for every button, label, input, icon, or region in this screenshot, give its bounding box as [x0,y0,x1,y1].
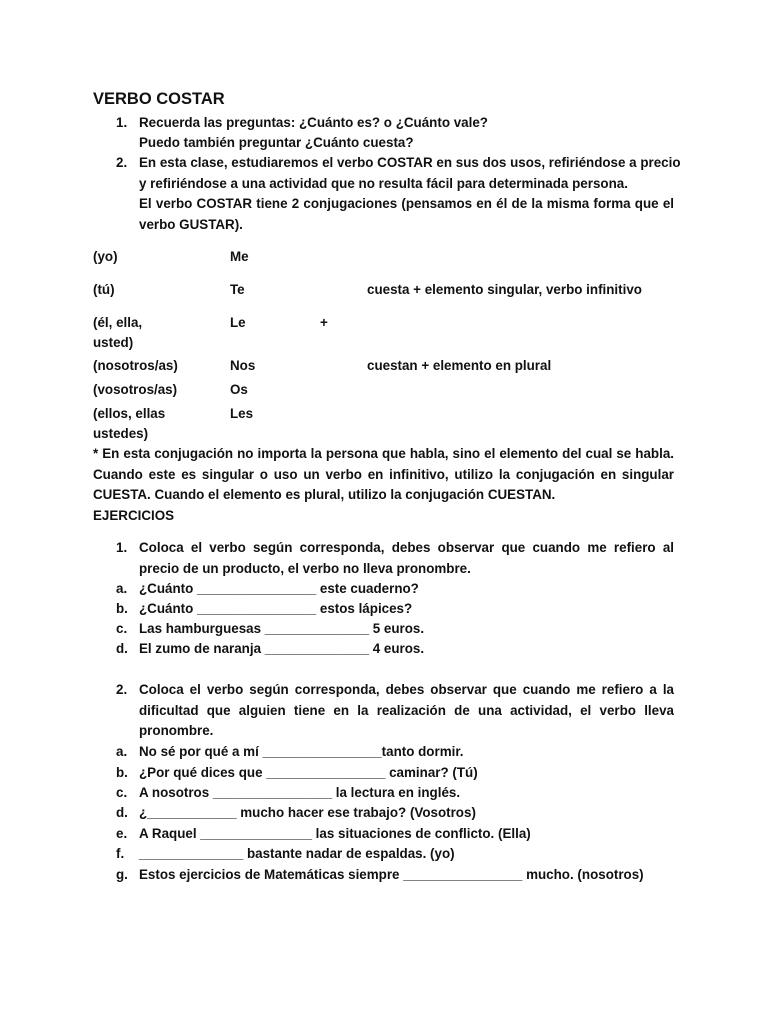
exercise-1d: El zumo de naranja ______________ 4 euros. [139,641,425,656]
person-yo: (yo) [93,249,118,264]
exercise-2b: ¿Por qué dices que ________________ caminar? (Tú) [139,765,478,780]
person-ellos: (ellos, ellas [93,406,166,421]
pronoun-le: Le [230,315,246,330]
exercise-2a: No sé por qué a mí ________________tanto dormir. [139,744,464,759]
exercise-1b-letter: b. [116,601,128,616]
exercise-1-marker: 1. [116,540,128,555]
exercise-2f: ______________ bastante nadar de espaldas. (yo) [139,846,455,861]
exercise-1a: ¿Cuánto ________________ este cuaderno? [139,581,419,596]
exercise-2e: A Raquel _______________ las situaciones de conflicto. (Ella) [139,826,531,841]
exercise-1-instruction: Coloca el verbo según corresponda, debes observar que cuando me refiero al precio de un producto, el verbo no lleva pronombre. [139,540,674,576]
exercise-2g: Estos ejercicios de Matemáticas siempre ________________ mucho. (nosotros) [139,867,644,882]
pronoun-te: Te [230,282,245,297]
exercise-1b: ¿Cuánto ________________ estos lápices? [139,601,413,616]
plural-rule: cuestan + elemento en plural [367,358,552,373]
exercise-2d-letter: d. [116,805,128,820]
person-usted: usted) [93,335,134,350]
singular-rule: cuesta + elemento singular, verbo infinitivo [367,282,642,297]
pronoun-les: Les [230,406,254,421]
exercise-2c: A nosotros ________________ la lectura en inglés. [139,785,461,800]
exercise-2c-letter: c. [116,785,128,800]
exercise-1d-letter: d. [116,641,128,656]
plus-sign: + [320,315,328,330]
person-ustedes: ustedes) [93,426,149,441]
exercise-2a-letter: a. [116,744,128,759]
intro-item-2-paragraph: El verbo COSTAR tiene 2 conjugaciones (pensamos en él de la misma forma que el verbo GUSTAR). [139,196,674,232]
exercise-2b-letter: b. [116,765,128,780]
person-vosotros: (vosotros/as) [93,382,178,397]
intro-item-2-line-2: y refiriéndose a una actividad que no resulta fácil para determinada persona. [139,176,628,191]
exercise-2e-letter: e. [116,826,128,841]
exercise-2g-letter: g. [116,867,128,882]
pronoun-nos: Nos [230,358,256,373]
intro-item-2-marker: 2. [116,155,128,170]
exercises-heading: EJERCICIOS [93,508,175,523]
person-nosotros: (nosotros/as) [93,358,178,373]
exercise-1c: Las hamburguesas ______________ 5 euros. [139,621,425,636]
conjugation-note: * En esta conjugación no importa la persona que habla, sino el elemento del cual se habla. Cuando este es singular o uso un verbo en infinitivo, utilizo la conjugación en singular CUESTA. Cuando el elemento es plural, utilizo la conjugación CUESTAN. [93,446,674,502]
intro-item-1-line-1: Recuerda las preguntas: ¿Cuánto es? o ¿Cuánto vale? [139,115,488,130]
exercise-1a-letter: a. [116,581,128,596]
page-title: VERBO COSTAR [93,90,225,108]
person-el-ella: (él, ella, [93,315,143,330]
intro-item-1-marker: 1. [116,115,128,130]
person-tu: (tú) [93,282,115,297]
pronoun-me: Me [230,249,249,264]
exercise-2-instruction: Coloca el verbo según corresponda, debes observar que cuando me refiero a la dificultad que alguien tiene en la realización de una actividad, el verbo lleva pronombre. [139,682,674,738]
intro-item-2-line-1: En esta clase, estudiaremos el verbo COSTAR en sus dos usos, refiriéndose a precio [139,155,681,170]
pronoun-os: Os [230,382,248,397]
intro-item-1-line-2: Puedo también preguntar ¿Cuánto cuesta? [139,135,414,150]
exercise-2d: ¿____________ mucho hacer ese trabajo? (Vosotros) [139,805,476,820]
exercise-1c-letter: c. [116,621,128,636]
exercise-2f-letter: f. [116,846,125,861]
exercise-2-marker: 2. [116,682,128,697]
